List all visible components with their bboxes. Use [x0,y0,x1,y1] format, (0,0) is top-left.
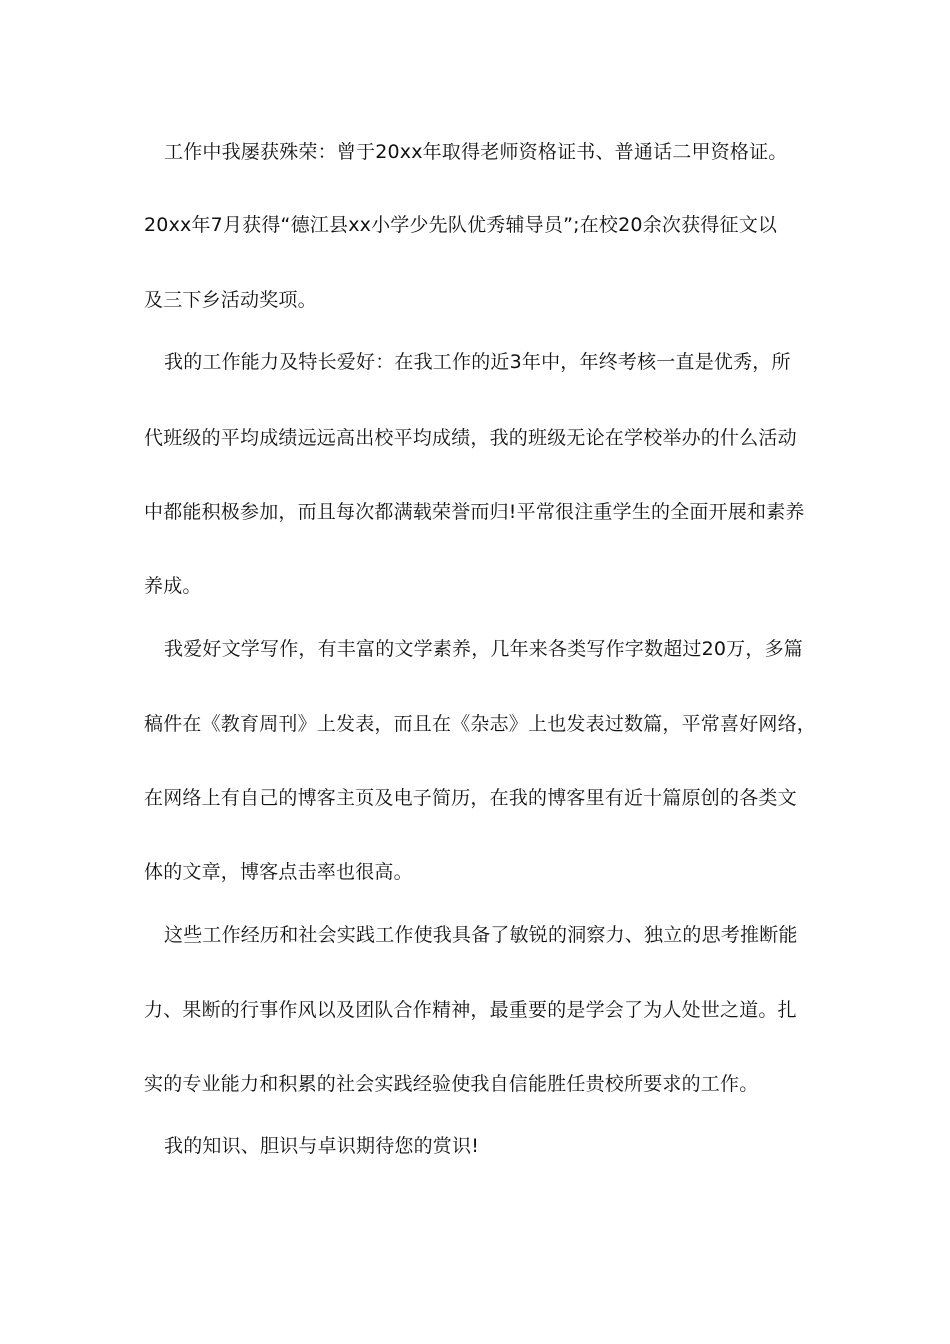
paragraph-writing-line-4: 体的文章，博客点击率也很高。 [144,861,413,883]
paragraph-honors-line-1: 工作中我屡获殊荣：曾于20xx年取得老师资格证书、普通话二甲资格证。 [164,141,788,163]
paragraph-experience-line-3: 实的专业能力和积累的社会实践经验使我自信能胜任贵校所要求的工作。 [144,1073,759,1095]
paragraph-honors-line-3: 及三下乡活动奖项。 [144,289,317,311]
paragraph-ability-line-4: 养成。 [144,575,202,597]
paragraph-ability-line-2: 代班级的平均成绩远远高出校平均成绩，我的班级无论在学校举办的什么活动 [144,427,797,449]
paragraph-ability-line-1: 我的工作能力及特长爱好：在我工作的近3年中，年终考核一直是优秀，所 [164,351,791,373]
paragraph-writing-line-1: 我爱好文学写作，有丰富的文学素养，几年来各类写作字数超过20万，多篇 [164,638,803,660]
paragraph-ability-line-3: 中都能积极参加，而且每次都满载荣誉而归!平常很注重学生的全面开展和素养 [144,501,805,523]
paragraph-experience-line-2: 力、果断的行事作风以及团队合作精神，最重要的是学会了为人处世之道。扎 [144,999,797,1021]
paragraph-honors-line-2: 20xx年7月获得“德江县xx小学少先队优秀辅导员”;在校20余次获得征文以 [144,214,778,236]
paragraph-closing-line-1: 我的知识、胆识与卓识期待您的赏识! [164,1135,480,1157]
paragraph-experience-line-1: 这些工作经历和社会实践工作使我具备了敏锐的洞察力、独立的思考推断能 [164,924,798,946]
paragraph-writing-line-2: 稿件在《教育周刊》上发表，而且在《杂志》上也发表过数篇，平常喜好网络， [144,713,817,735]
paragraph-writing-line-3: 在网络上有自己的博客主页及电子简历，在我的博客里有近十篇原创的各类文 [144,787,797,809]
